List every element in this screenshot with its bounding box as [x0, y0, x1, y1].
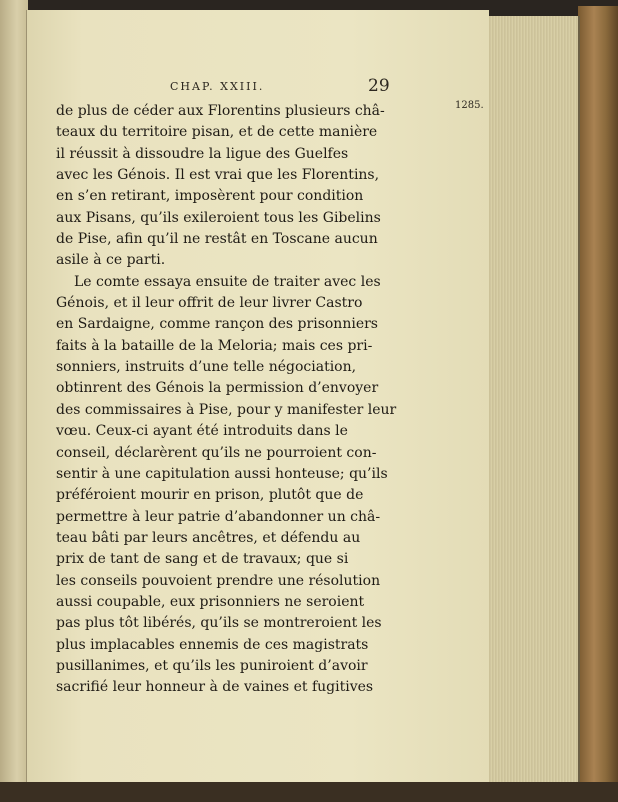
page-edges: [488, 16, 580, 782]
chapter-heading: CHAP. XXIII.: [170, 80, 265, 93]
text-line: obtinrent des Génois la permission d’envoyer: [56, 380, 379, 397]
text-line: les conseils pouvoient prendre une résolution: [56, 572, 381, 589]
text-line: teau bâti par leurs ancêtres, et défendu au: [56, 529, 361, 546]
text-line: aux Pisans, qu’ils exileroient tous les Gibelins: [56, 209, 381, 226]
text-line: pusillanimes, et qu’ils les puniroient d’avoir: [56, 657, 368, 674]
text-line: prix de tant de sang et de travaux; que si: [56, 551, 349, 568]
text-line: des commissaires à Pise, pour y manifester leur: [56, 401, 397, 418]
text-line: asile à ce parti.: [56, 252, 166, 269]
text-line: permettre à leur patrie d’abandonner un châ-: [56, 508, 381, 525]
bottom-shadow: [0, 782, 618, 802]
text-line: de Pise, afin qu’il ne restât en Toscane aucun: [56, 231, 378, 248]
left-page-edge: [0, 0, 28, 802]
text-line: teaux du territoire pisan, et de cette manière: [56, 124, 378, 141]
text-line: avec les Génois. Il est vrai que les Florentins,: [56, 167, 380, 184]
body-text: [56, 101, 397, 699]
text-line: en s’en retirant, imposèrent pour condition: [56, 188, 364, 205]
text-line: sentir à une capitulation aussi honteuse; qu’ils: [56, 465, 388, 482]
margin-year-note: 1285.: [455, 100, 484, 111]
text-line: faits à la bataille de la Meloria; mais ces pri-: [56, 337, 373, 354]
text-line: conseil, déclarèrent qu’ils ne pourroient con-: [56, 444, 377, 461]
text-line: en Sardaigne, comme rançon des prisonniers: [56, 316, 378, 333]
text-line: sacrifié leur honneur à de vaines et fugitives: [56, 679, 374, 696]
text-line: Génois, et il leur offrit de leur livrer Castro: [56, 295, 363, 312]
paragraph-start-line: Le comte essaya ensuite de traiter avec les: [74, 273, 381, 290]
text-line: pas plus tôt libérés, qu’ils se montreroient les: [56, 615, 382, 632]
text-line: aussi coupable, eux prisonniers ne seroient: [56, 593, 365, 610]
text-line: il réussit à dissoudre la ligue des Guelfes: [56, 145, 349, 162]
text-line: vœu. Ceux-ci ayant été introduits dans le: [56, 423, 348, 440]
text-line: préféroient mourir en prison, plutôt que de: [56, 487, 364, 504]
text-line: sonniers, instruits d’une telle négociation,: [56, 359, 357, 376]
running-head: [170, 76, 410, 98]
book-cover-edge: [578, 6, 618, 796]
text-line: de plus de céder aux Florentins plusieurs châ-: [56, 103, 385, 119]
page-number: 29: [368, 76, 390, 96]
text-line: plus implacables ennemis de ces magistrats: [56, 636, 369, 653]
